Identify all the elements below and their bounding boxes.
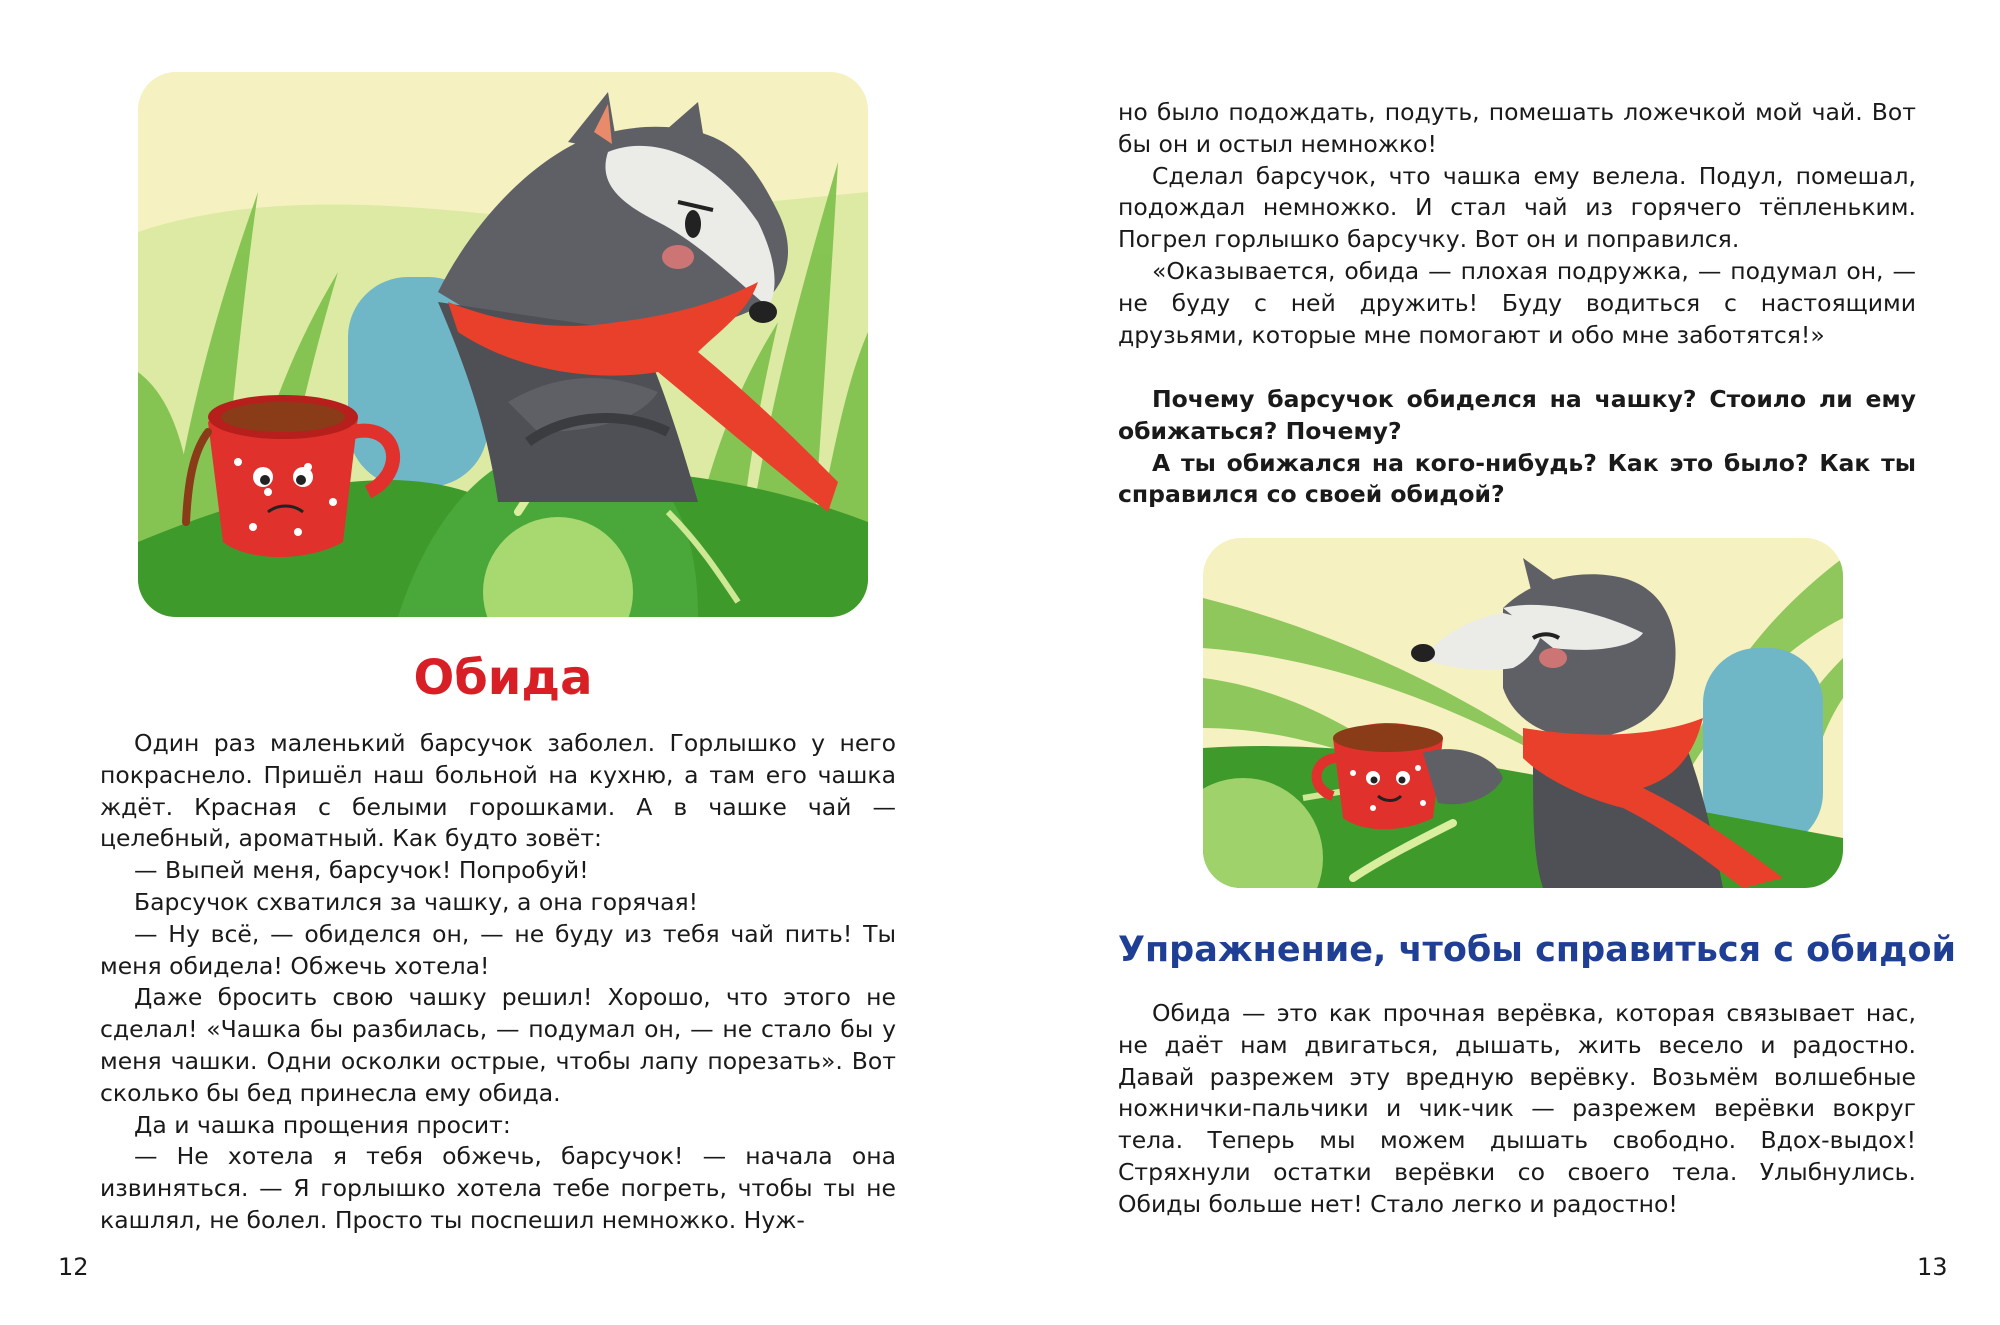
story-title: Обида	[413, 650, 593, 706]
story-paragraph: Барсучок схватился за чашку, а она горячая!	[134, 887, 699, 916]
story-paragraph: «Оказывается, обида — плохая подружка, — подумал он, — не буду с ней дружить! Буду водиться с настоящими друзьями, которые мне помогают и обо мне заботятся!»	[1118, 256, 1916, 349]
story-paragraph: — Не хотела я тебя обжечь, барсучок! — начала она извиняться. — Я горлышко хотела тебе погреть, чтобы ты не кашлял, не болел. Просто ты поспешил немножко. Нуж-	[100, 1142, 896, 1234]
story-text	[100, 728, 896, 1237]
story-paragraph: но было подождать, подуть, помешать ложечкой мой чай. Вот бы он и остыл немножко!	[1118, 98, 1916, 158]
story-paragraph: — Ну всё, — обиделся он, — не буду из тебя чай пить! Ты меня обидела! Обжечь хотела!	[100, 919, 896, 980]
exercise-text	[1118, 998, 1916, 1221]
story-paragraph: — Выпей меня, барсучок! Попробуй!	[134, 856, 589, 885]
illustration-happy-badger-with-cup	[1203, 538, 1843, 888]
story-continuation	[1118, 97, 1916, 351]
page-number: 13	[1917, 1253, 1948, 1281]
right-page	[1000, 0, 2000, 1325]
story-paragraph: Один раз маленький барсучок заболел. Горлышко у него покраснело. Пришёл наш больной на кухню, а там его чашка ждёт. Красная с белыми горошками. А в чашке чай — целебный, ароматный. Как будто зовёт:	[100, 729, 896, 853]
story-paragraph: Даже бросить свою чашку решил! Хорошо, что этого не сделал! «Чашка бы разбилась, — подумал он, — не стало бы у меня чашки. Одни осколки острые, чтобы лапу порезать». Вот сколько бы бед принесла ему обида.	[100, 983, 896, 1107]
exercise-title: Упражнение, чтобы справиться с обидой	[1118, 930, 1957, 970]
illustration-sad-badger-with-cup	[138, 72, 868, 617]
exercise-paragraph: Обида — это как прочная верёвка, которая связывает нас, не даёт нам двигаться, дышать, жить весело и радостно. Давай разрежем эту вредную верёвку. Возьмём волшебные ножнички-пальчики и чик-чик — разрежем верёвки вокруг тела. Теперь мы можем дышать свободно. Вдох-выдох! Стряхнули остатки верёвки со своего тела. Улыбнулись. Обиды больше нет! Стало легко и радостно!	[1118, 999, 1916, 1218]
question: Почему барсучок обиделся на чашку? Стоило ли ему обижаться? Почему?	[1118, 385, 1916, 445]
page-number: 12	[58, 1253, 89, 1281]
story-paragraph: Да и чашка прощения просит:	[134, 1110, 511, 1139]
question: А ты обижался на кого-нибудь? Как это было? Как ты справился со своей обидой?	[1118, 448, 1916, 509]
discussion-questions	[1118, 384, 1916, 511]
story-paragraph: Сделал барсучок, что чашка ему велела. Подул, помешал, подождал немножко. И стал чай из горячего тёпленьким. Погрел горлышко барсучку. Вот он и поправился.	[1118, 161, 1916, 254]
